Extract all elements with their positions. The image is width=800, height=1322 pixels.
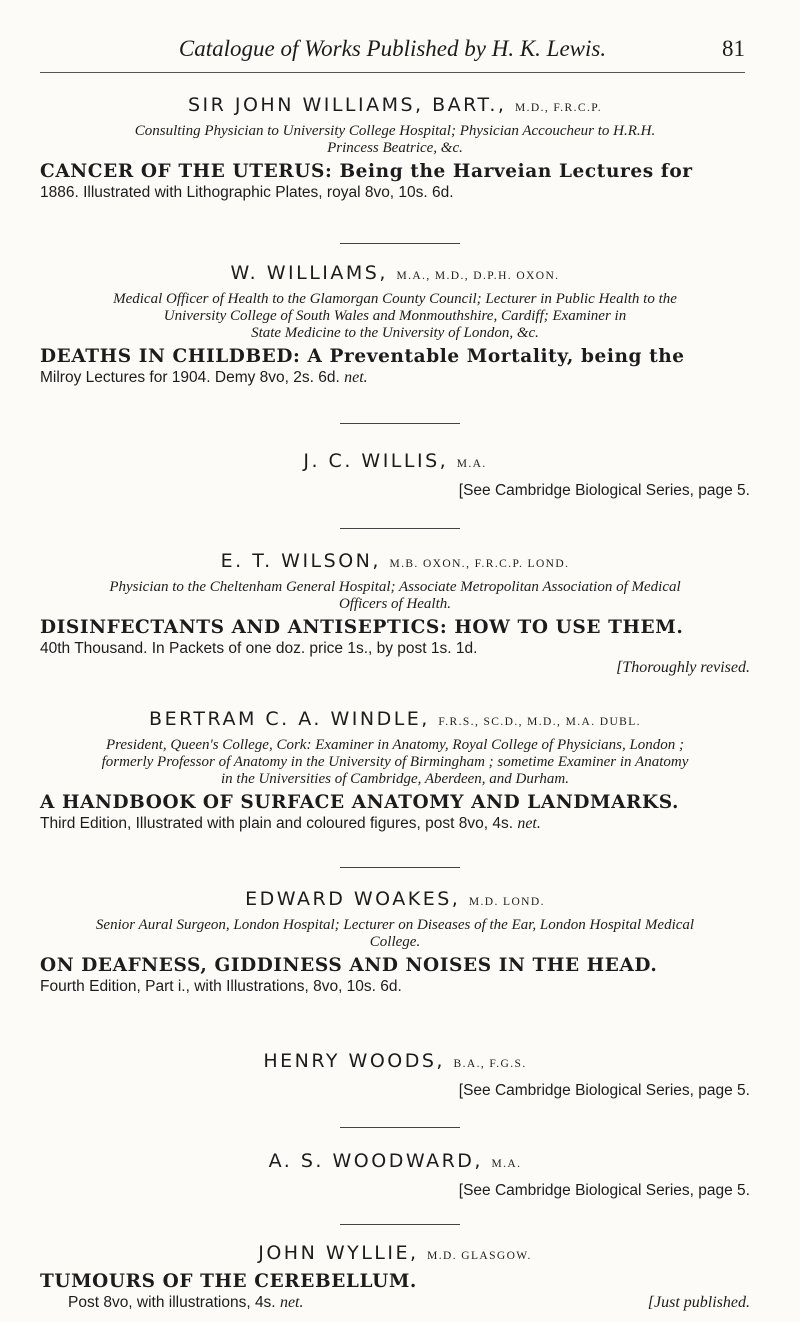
author-name: J. C. WILLIS, M.A. <box>303 450 487 472</box>
author-degrees: M.A., M.D., D.P.H. OXON. <box>396 270 560 282</box>
page-number: 81 <box>722 36 745 61</box>
book-details: Fourth Edition, Part i., with Illustrations, 8vo, 10s. 6d. <box>40 978 402 995</box>
author-degrees: M.A. <box>456 458 487 470</box>
author-name: HENRY WOODS, B.A., F.G.S. <box>263 1050 527 1072</box>
catalogue-entry <box>40 1242 750 1312</box>
author-name: SIR JOHN WILLIAMS, BART., M.D., F.R.C.P. <box>187 94 603 116</box>
author-description: President, Queen's College, Cork: Examiner in Anatomy, Royal College of Physicians, London ; formerly Professor of Anatomy in the University of Birmingham ; sometime Examiner in Anatomy in the Universities of Cambridge, Aberdeen, and Durham. <box>101 737 689 787</box>
author-degrees: M.B. OXON., F.R.C.P. LOND. <box>389 558 570 570</box>
author-description: Physician to the Cheltenham General Hospital; Associate Metropolitan Association of Medical Officers of Health. <box>109 579 681 612</box>
book-title: A HANDBOOK OF SURFACE ANATOMY AND LANDMARKS. <box>40 792 680 813</box>
book-title: DEATHS IN CHILDBED: A Preventable Mortality, being the <box>40 346 685 367</box>
book-details: Third Edition, Illustrated with plain and coloured figures, post 8vo, 4s. net. <box>40 815 541 832</box>
catalogue-entry <box>40 1050 750 1100</box>
book-title: DISINFECTANTS AND ANTISEPTICS: HOW TO USE THEM. <box>40 617 684 638</box>
author-degrees: M.D. GLASGOW. <box>427 1250 532 1262</box>
author-description: Medical Officer of Health to the Glamorgan County Council; Lecturer in Public Health to the University College of South Wales and Monmouthshire, Cardiff; Examiner in State Medicine to the University of London, &c. <box>113 291 677 341</box>
author-degrees: F.R.S., SC.D., M.D., M.A. DUBL. <box>438 716 641 728</box>
divider <box>340 528 460 529</box>
author-degrees: M.D. LOND. <box>468 896 545 908</box>
page-header <box>40 36 745 73</box>
catalogue-entry <box>40 888 750 996</box>
cross-reference: [See Cambridge Biological Series, page 5. <box>458 1082 750 1099</box>
divider <box>340 1224 460 1225</box>
author-degrees: M.D., F.R.C.P. <box>514 102 603 114</box>
divider <box>340 1127 460 1128</box>
catalogue-entry <box>40 550 750 677</box>
divider <box>340 243 460 244</box>
divider <box>340 423 460 424</box>
author-name: A. S. WOODWARD, M.A. <box>268 1150 522 1172</box>
author-name: W. WILLIAMS, M.A., M.D., D.P.H. OXON. <box>230 262 560 284</box>
running-title: Catalogue of Works Published by H. K. Lewis. <box>178 36 607 61</box>
divider <box>340 867 460 868</box>
catalogue-entry <box>40 262 750 387</box>
cross-reference: [See Cambridge Biological Series, page 5. <box>458 482 750 499</box>
publication-note: [Just published. <box>647 1294 750 1311</box>
author-name: EDWARD WOAKES, M.D. LOND. <box>245 888 545 910</box>
cross-reference: [See Cambridge Biological Series, page 5. <box>458 1182 750 1199</box>
book-details-row <box>40 1293 750 1312</box>
book-details: Post 8vo, with illustrations, 4s. net. <box>68 1294 304 1311</box>
author-description: Consulting Physician to University College Hospital; Physician Accoucheur to H.R.H. Princess Beatrice, &c. <box>134 123 656 156</box>
book-title: TUMOURS OF THE CEREBELLUM. <box>40 1271 417 1292</box>
catalogue-entry <box>40 94 750 202</box>
book-title: CANCER OF THE UTERUS: Being the Harveian Lectures for <box>40 161 693 182</box>
catalogue-entry <box>40 708 750 833</box>
book-details: 40th Thousand. In Packets of one doz. price 1s., by post 1s. 1d. <box>40 640 478 657</box>
author-name: JOHN WYLLIE, M.D. GLASGOW. <box>258 1242 532 1264</box>
catalogue-entry <box>40 450 750 500</box>
book-details: Milroy Lectures for 1904. Demy 8vo, 2s. 6d. net. <box>40 369 368 386</box>
book-title: ON DEAFNESS, GIDDINESS AND NOISES IN THE HEAD. <box>40 955 658 976</box>
catalogue-entry <box>40 1150 750 1200</box>
author-name: BERTRAM C. A. WINDLE, F.R.S., SC.D., M.D., M.A. DUBL. <box>149 708 641 730</box>
author-name: E. T. WILSON, M.B. OXON., F.R.C.P. LOND. <box>220 550 570 572</box>
author-degrees: M.A. <box>491 1158 522 1170</box>
author-description: Senior Aural Surgeon, London Hospital; Lecturer on Diseases of the Ear, London Hospital Medical College. <box>95 917 695 950</box>
edition-note: [Thoroughly revised. <box>616 659 750 676</box>
book-details: 1886. Illustrated with Lithographic Plates, royal 8vo, 10s. 6d. <box>40 184 454 201</box>
author-degrees: B.A., F.G.S. <box>453 1058 527 1070</box>
